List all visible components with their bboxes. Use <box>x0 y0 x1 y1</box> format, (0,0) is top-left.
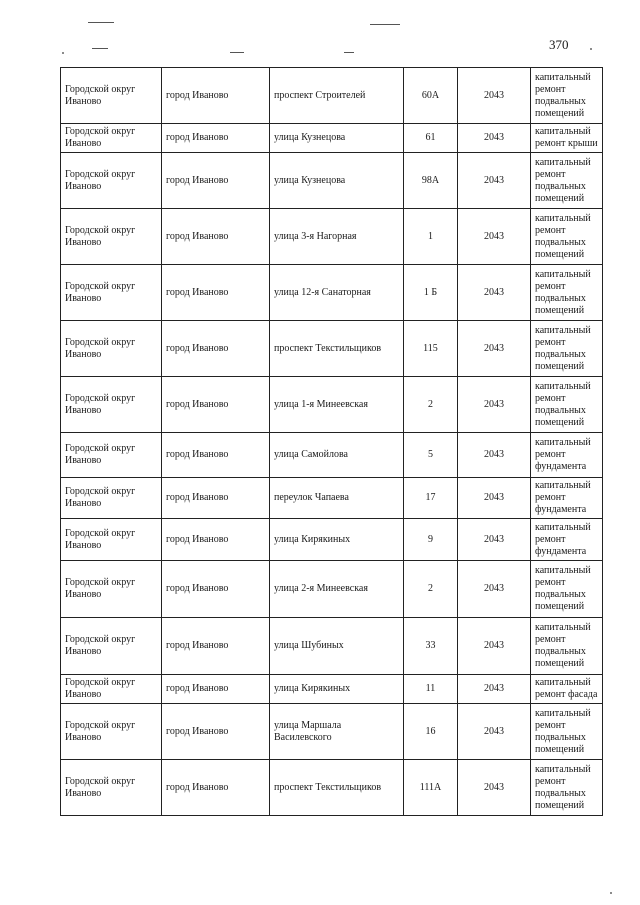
house-number-cell: 5 <box>404 433 458 478</box>
street-cell: улица 3-я Нагорная <box>270 209 404 265</box>
table-row <box>61 209 603 265</box>
house-number-cell: 98А <box>404 153 458 209</box>
street-cell: проспект Текстильщиков <box>270 321 404 377</box>
street-cell: улица Самойлова <box>270 433 404 478</box>
work-type-cell: капитальный ремонт фундамента <box>531 519 603 561</box>
city-cell: город Иваново <box>162 433 270 478</box>
table-row <box>61 760 603 816</box>
year-cell: 2043 <box>458 561 531 618</box>
municipality-cell: Городской округ Иваново <box>61 321 162 377</box>
city-cell: город Иваново <box>162 377 270 433</box>
city-cell: город Иваново <box>162 760 270 816</box>
house-number-cell: 1 Б <box>404 265 458 321</box>
municipality-cell: Городской округ Иваново <box>61 209 162 265</box>
work-type-cell: капитальный ремонт подвальных помещений <box>531 760 603 816</box>
scan-mark <box>92 48 108 49</box>
house-number-cell: 33 <box>404 618 458 675</box>
work-type-cell: капитальный ремонт подвальных помещений <box>531 561 603 618</box>
street-cell: улица Маршала Василевского <box>270 704 404 760</box>
table-row <box>61 68 603 124</box>
scan-mark <box>344 52 354 53</box>
house-number-cell: 1 <box>404 209 458 265</box>
table-row <box>61 478 603 519</box>
city-cell: город Иваново <box>162 519 270 561</box>
work-type-cell: капитальный ремонт подвальных помещений <box>531 153 603 209</box>
year-cell: 2043 <box>458 704 531 760</box>
year-cell: 2043 <box>458 675 531 704</box>
street-cell: улица Кирякиных <box>270 519 404 561</box>
house-number-cell: 2 <box>404 561 458 618</box>
table-row <box>61 377 603 433</box>
city-cell: город Иваново <box>162 675 270 704</box>
work-type-cell: капитальный ремонт подвальных помещений <box>531 377 603 433</box>
scan-mark <box>88 22 114 23</box>
table-row <box>61 124 603 153</box>
work-type-cell: капитальный ремонт подвальных помещений <box>531 265 603 321</box>
year-cell: 2043 <box>458 265 531 321</box>
street-cell: переулок Чапаева <box>270 478 404 519</box>
municipality-cell: Городской округ Иваново <box>61 68 162 124</box>
scan-dot <box>62 52 64 54</box>
table-row <box>61 704 603 760</box>
house-number-cell: 111А <box>404 760 458 816</box>
work-type-cell: капитальный ремонт подвальных помещений <box>531 704 603 760</box>
table-row <box>61 321 603 377</box>
city-cell: город Иваново <box>162 153 270 209</box>
work-type-cell: капитальный ремонт фундамента <box>531 433 603 478</box>
street-cell: улица Шубиных <box>270 618 404 675</box>
street-cell: улица 2-я Минеевская <box>270 561 404 618</box>
city-cell: город Иваново <box>162 321 270 377</box>
year-cell: 2043 <box>458 124 531 153</box>
year-cell: 2043 <box>458 618 531 675</box>
page-number: 370 <box>549 37 569 52</box>
city-cell: город Иваново <box>162 68 270 124</box>
house-number-cell: 9 <box>404 519 458 561</box>
house-number-cell: 17 <box>404 478 458 519</box>
street-cell: проспект Текстильщиков <box>270 760 404 816</box>
house-number-cell: 61 <box>404 124 458 153</box>
table-row <box>61 519 603 561</box>
table-row <box>61 433 603 478</box>
work-type-cell: капитальный ремонт подвальных помещений <box>531 321 603 377</box>
municipality-cell: Городской округ Иваново <box>61 433 162 478</box>
street-cell: улица Кузнецова <box>270 124 404 153</box>
work-type-cell: капитальный ремонт фундамента <box>531 478 603 519</box>
house-number-cell: 60А <box>404 68 458 124</box>
municipality-cell: Городской округ Иваново <box>61 265 162 321</box>
municipality-cell: Городской округ Иваново <box>61 124 162 153</box>
municipality-cell: Городской округ Иваново <box>61 675 162 704</box>
table-row <box>61 561 603 618</box>
municipality-cell: Городской округ Иваново <box>61 377 162 433</box>
street-cell: улица Кирякиных <box>270 675 404 704</box>
house-number-cell: 2 <box>404 377 458 433</box>
work-type-cell: капитальный ремонт крыши <box>531 124 603 153</box>
year-cell: 2043 <box>458 478 531 519</box>
city-cell: город Иваново <box>162 478 270 519</box>
capital-repair-table <box>60 67 603 816</box>
year-cell: 2043 <box>458 433 531 478</box>
table-row <box>61 265 603 321</box>
municipality-cell: Городской округ Иваново <box>61 153 162 209</box>
street-cell: проспект Строителей <box>270 68 404 124</box>
year-cell: 2043 <box>458 519 531 561</box>
house-number-cell: 16 <box>404 704 458 760</box>
municipality-cell: Городской округ Иваново <box>61 519 162 561</box>
city-cell: город Иваново <box>162 704 270 760</box>
work-type-cell: капитальный ремонт подвальных помещений <box>531 68 603 124</box>
city-cell: город Иваново <box>162 618 270 675</box>
year-cell: 2043 <box>458 68 531 124</box>
table-row <box>61 153 603 209</box>
city-cell: город Иваново <box>162 124 270 153</box>
work-type-cell: капитальный ремонт фасада <box>531 675 603 704</box>
street-cell: улица 1-я Минеевская <box>270 377 404 433</box>
street-cell: улица 12-я Санаторная <box>270 265 404 321</box>
municipality-cell: Городской округ Иваново <box>61 704 162 760</box>
house-number-cell: 11 <box>404 675 458 704</box>
street-cell: улица Кузнецова <box>270 153 404 209</box>
table-body <box>61 68 603 816</box>
table-row <box>61 675 603 704</box>
table-row <box>61 618 603 675</box>
year-cell: 2043 <box>458 209 531 265</box>
year-cell: 2043 <box>458 760 531 816</box>
work-type-cell: капитальный ремонт подвальных помещений <box>531 618 603 675</box>
year-cell: 2043 <box>458 321 531 377</box>
scan-mark <box>370 24 400 25</box>
house-number-cell: 115 <box>404 321 458 377</box>
scan-mark <box>230 52 244 53</box>
municipality-cell: Городской округ Иваново <box>61 561 162 618</box>
year-cell: 2043 <box>458 377 531 433</box>
municipality-cell: Городской округ Иваново <box>61 478 162 519</box>
municipality-cell: Городской округ Иваново <box>61 760 162 816</box>
municipality-cell: Городской округ Иваново <box>61 618 162 675</box>
scan-dot <box>590 48 592 50</box>
year-cell: 2043 <box>458 153 531 209</box>
work-type-cell: капитальный ремонт подвальных помещений <box>531 209 603 265</box>
scan-dot <box>610 892 612 894</box>
city-cell: город Иваново <box>162 561 270 618</box>
city-cell: город Иваново <box>162 209 270 265</box>
city-cell: город Иваново <box>162 265 270 321</box>
